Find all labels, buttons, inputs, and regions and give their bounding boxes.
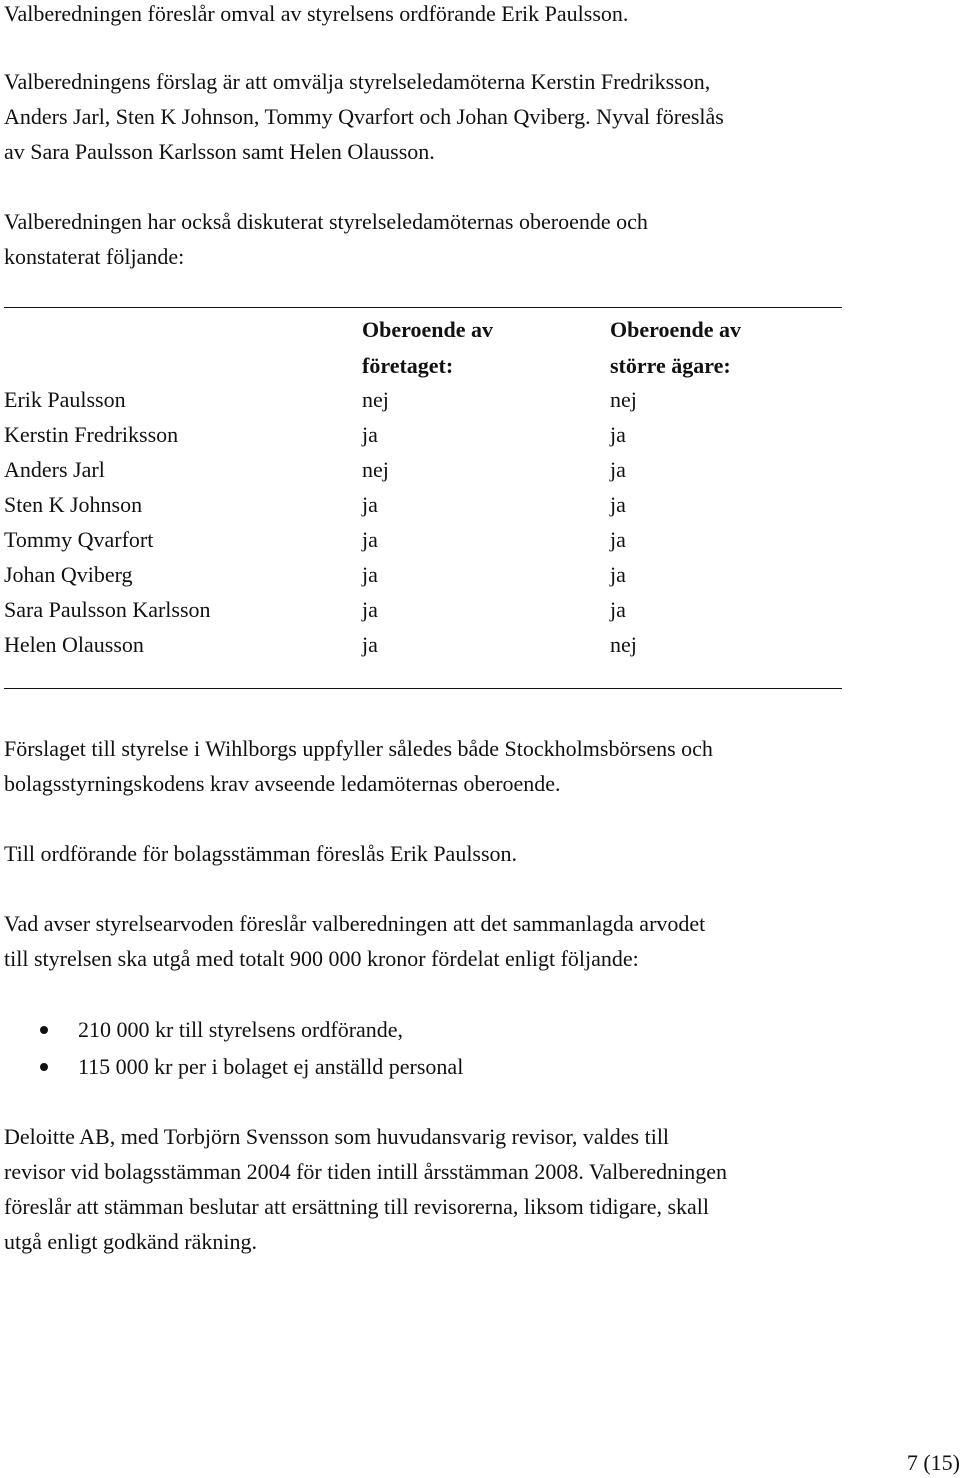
paragraph-board-proposal: Valberedningens förslag är att omvälja styrelseledamöterna Kerstin Fredriksson, Anders Jarl, Sten K Johnson, Tommy Qvarfort och Johan Qviberg. Nyval föreslås av Sara Paulsson Karlsson samt Helen Olausson. xyxy=(4,69,724,164)
paragraph-independence-intro: Valberedningen har också diskuterat styrelseledamöternas oberoende och konstaterat följande: xyxy=(4,209,648,269)
member-name: Tommy Qvarfort xyxy=(4,527,154,552)
paragraph-compliance: Förslaget till styrelse i Wihlborgs uppfyller således både Stockholmsbörsens och bolagsstyrningskodens krav avseende ledamöternas oberoende. xyxy=(4,736,713,796)
list-item xyxy=(0,1048,900,1085)
member-name: Anders Jarl xyxy=(4,457,105,482)
independent-owners-value: ja xyxy=(610,527,626,552)
independent-company-value: ja xyxy=(362,492,378,517)
independent-company-value: ja xyxy=(362,632,378,657)
bullet-icon xyxy=(40,1026,48,1034)
header-independent-owners: Oberoende av större ägare: xyxy=(610,317,741,378)
table-row xyxy=(4,452,844,487)
independent-company-value: ja xyxy=(362,422,378,447)
table-row xyxy=(4,417,844,452)
independent-owners-value: nej xyxy=(610,632,637,657)
header-independent-company: Oberoende av företaget: xyxy=(362,317,493,378)
page-number: 7 (15) xyxy=(906,1450,960,1475)
table-row xyxy=(4,522,844,557)
independent-company-value: nej xyxy=(362,387,389,412)
member-name: Sten K Johnson xyxy=(4,492,143,517)
bullet-icon xyxy=(40,1063,48,1071)
paragraph-board-fees: Vad avser styrelsearvoden föreslår valberedningen att det sammanlagda arvodet till styrelsen ska utgå med totalt 900 000 kronor fördelat enligt följande: xyxy=(4,911,706,971)
member-name: Johan Qviberg xyxy=(4,562,133,587)
independent-company-value: ja xyxy=(362,562,378,587)
table-bottom-rule xyxy=(4,688,842,689)
member-name: Erik Paulsson xyxy=(4,387,126,412)
fee-item-text: 115 000 kr per i bolaget ej anställd personal xyxy=(78,1054,464,1079)
fee-item-text: 210 000 kr till styrelsens ordförande, xyxy=(78,1017,404,1042)
independent-owners-value: ja xyxy=(610,422,626,447)
member-name: Sara Paulsson Karlsson xyxy=(4,597,211,622)
independent-owners-value: ja xyxy=(610,562,626,587)
independent-owners-value: ja xyxy=(610,492,626,517)
paragraph-chair-reelection: Valberedningen föreslår omval av styrelsens ordförande Erik Paulsson. xyxy=(4,1,629,26)
list-item xyxy=(0,1011,900,1048)
independent-owners-value: ja xyxy=(610,457,626,482)
table-row xyxy=(4,382,844,417)
independent-company-value: ja xyxy=(362,527,378,552)
table-header-row xyxy=(4,312,844,382)
table-row xyxy=(4,592,844,627)
fee-list xyxy=(0,1011,900,1085)
member-name: Helen Olausson xyxy=(4,632,144,657)
independent-owners-value: ja xyxy=(610,597,626,622)
paragraph-meeting-chair: Till ordförande för bolagsstämman föreslås Erik Paulsson. xyxy=(4,841,518,866)
independence-table xyxy=(4,312,844,662)
independent-company-value: nej xyxy=(362,457,389,482)
independent-owners-value: nej xyxy=(610,387,637,412)
member-name: Kerstin Fredriksson xyxy=(4,422,179,447)
table-top-rule xyxy=(4,307,842,308)
table-row xyxy=(4,487,844,522)
paragraph-auditor: Deloitte AB, med Torbjörn Svensson som huvudansvarig revisor, valdes till revisor vid bolagsstämman 2004 för tiden intill årsstämman 2008. Valberedningen föreslår att stämman beslutar att ersättning till revisorerna, liksom tidigare, skall utgå enligt godkänd räkning. xyxy=(4,1124,728,1254)
independent-company-value: ja xyxy=(362,597,378,622)
table-row xyxy=(4,557,844,592)
table-row xyxy=(4,627,844,662)
